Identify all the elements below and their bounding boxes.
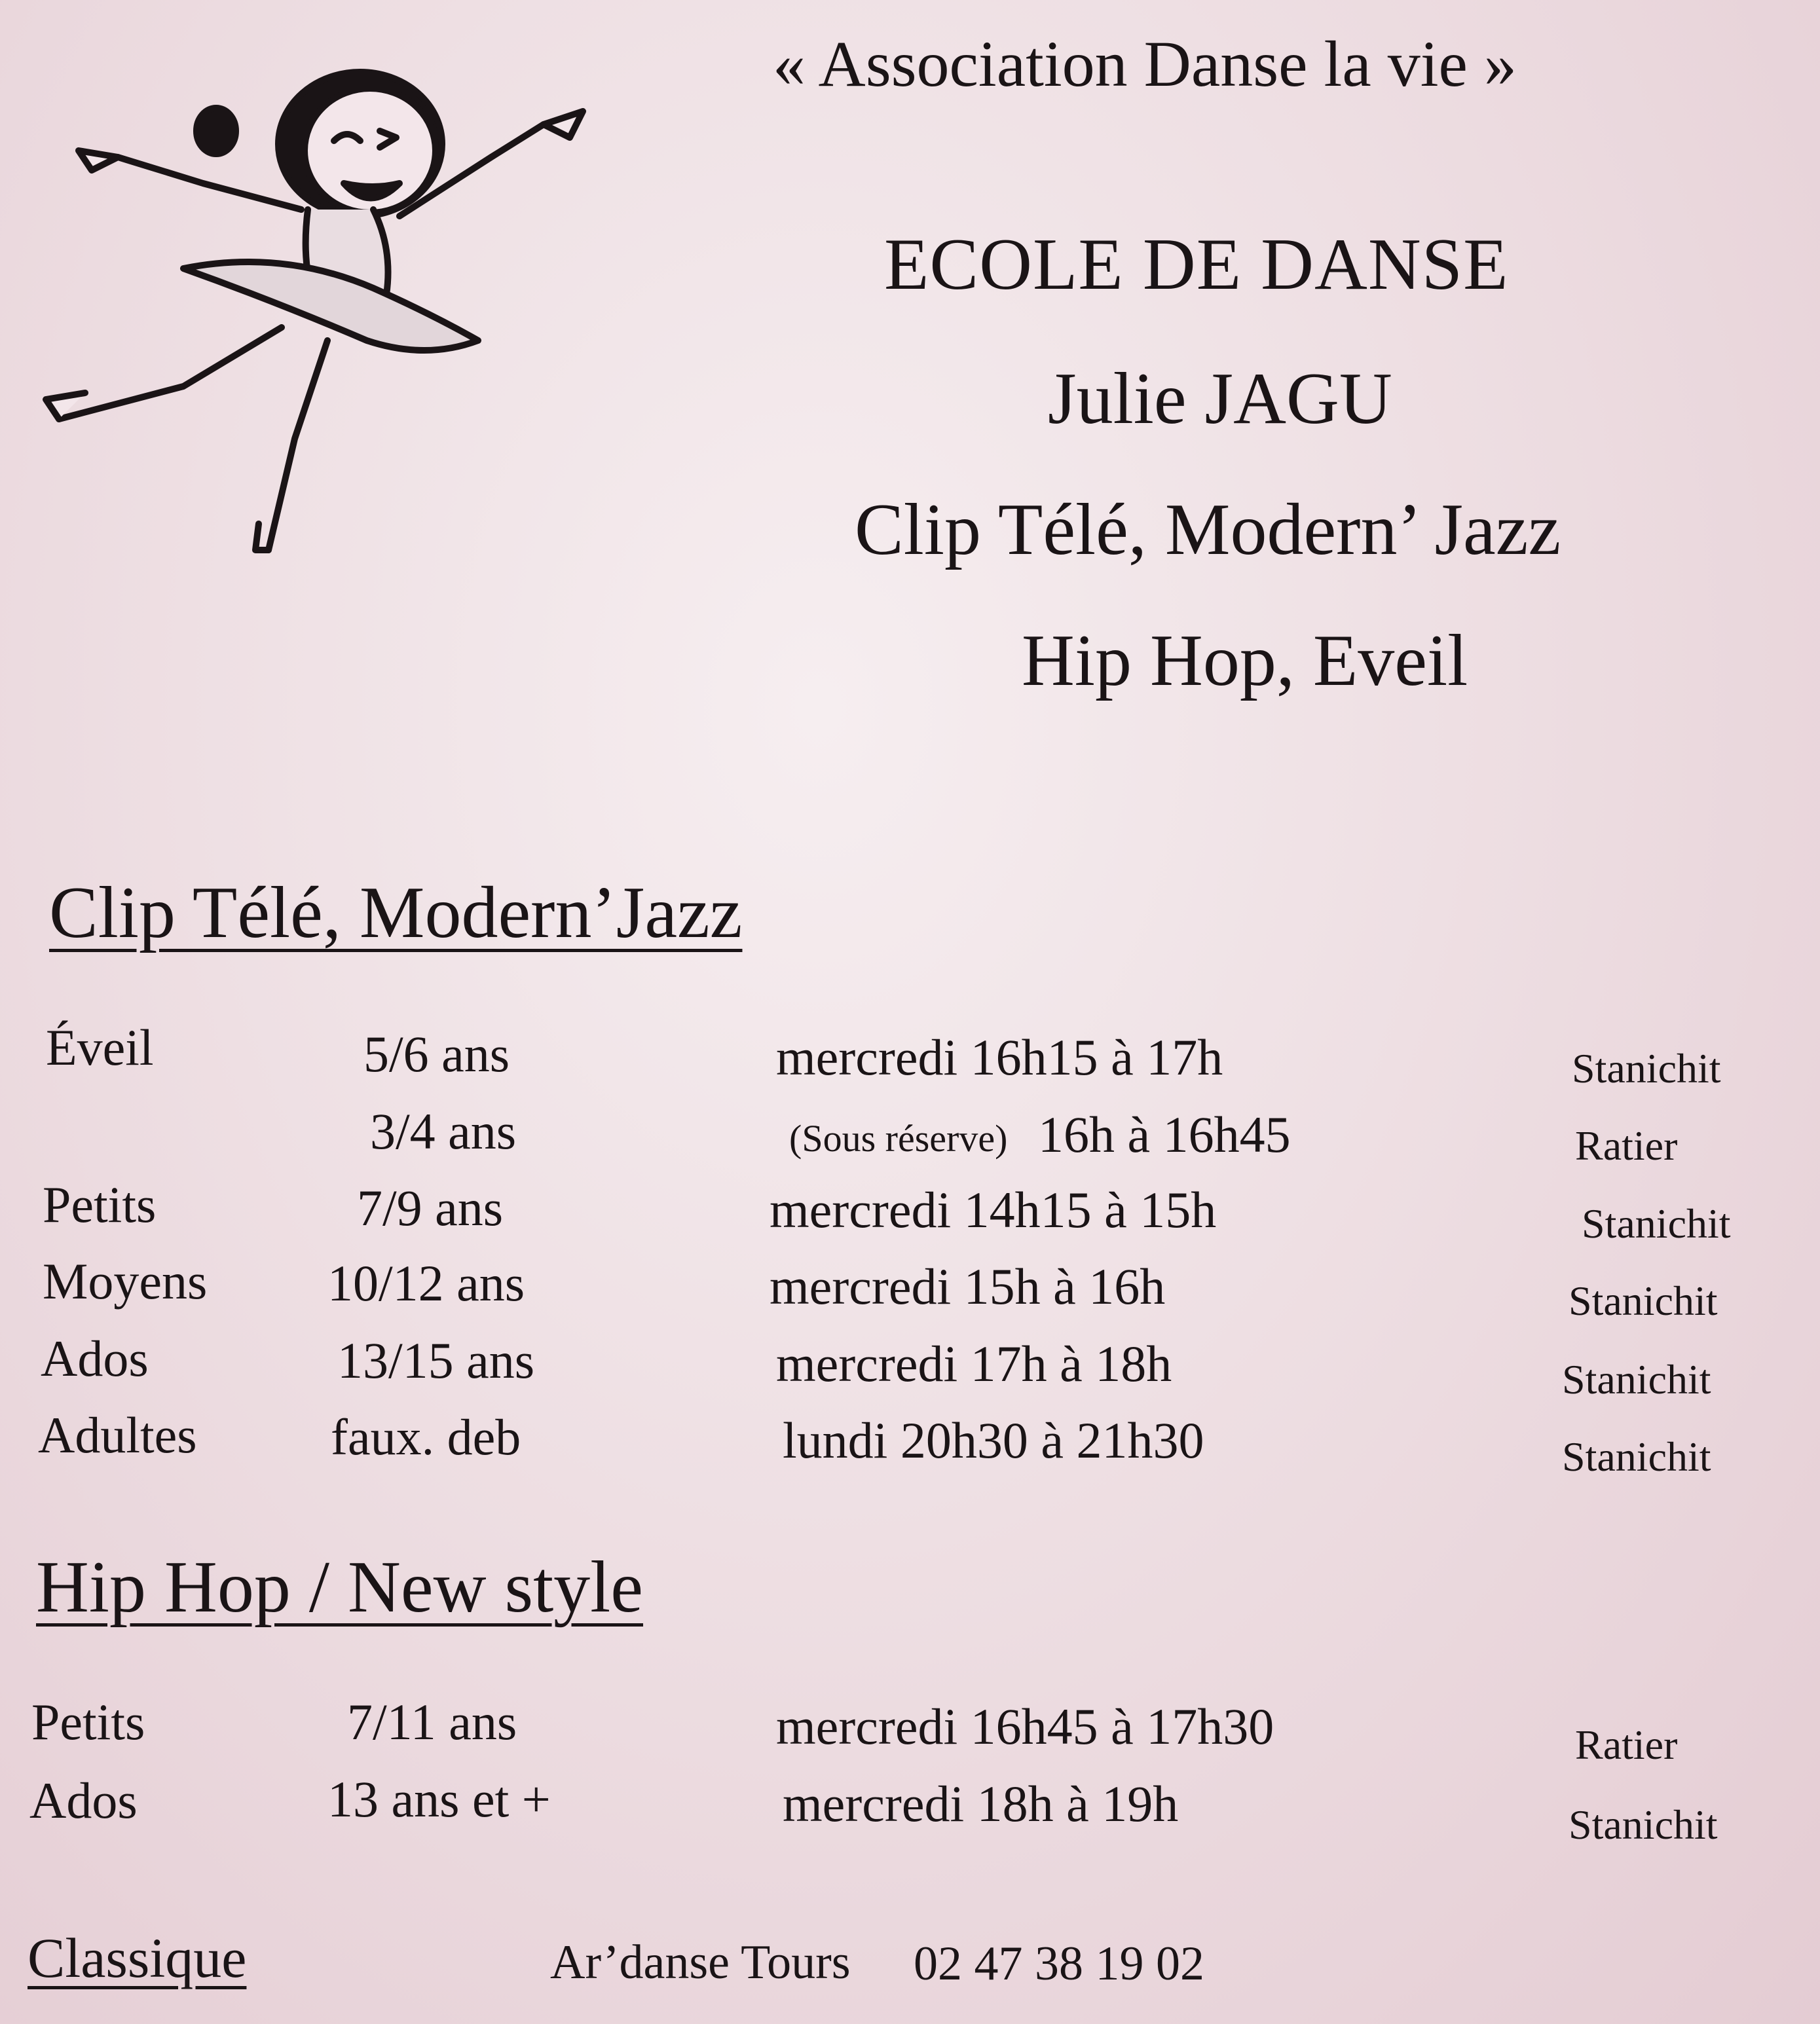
row-schedule: mercredi 18h à 19h bbox=[783, 1775, 1179, 1832]
row-level: Moyens bbox=[43, 1253, 208, 1310]
row-schedule: mercredi 17h à 18h bbox=[776, 1335, 1172, 1392]
row-age: 3/4 ans bbox=[370, 1103, 517, 1160]
ballerina-illustration bbox=[20, 52, 603, 576]
row-teacher: Ratier bbox=[1575, 1122, 1678, 1169]
row-teacher: Stanichit bbox=[1562, 1433, 1711, 1480]
row-teacher: Stanichit bbox=[1562, 1356, 1711, 1403]
row-teacher: Stanichit bbox=[1569, 1801, 1718, 1848]
styles-line-1: Clip Télé, Modern’ Jazz bbox=[855, 489, 1561, 570]
row-level: Adultes bbox=[38, 1407, 197, 1463]
row-age: 5/6 ans bbox=[363, 1025, 510, 1082]
row-level: Petits bbox=[43, 1176, 157, 1233]
row-age: 13/15 ans bbox=[337, 1332, 535, 1389]
row-age: 10/12 ans bbox=[327, 1255, 525, 1312]
row-schedule: 16h à 16h45 bbox=[1038, 1106, 1291, 1163]
classique-phone: 02 47 38 19 02 bbox=[914, 1937, 1204, 1991]
row-schedule: mercredi 14h15 à 15h bbox=[770, 1181, 1217, 1238]
row-schedule: mercredi 16h15 à 17h bbox=[776, 1029, 1223, 1086]
row-age: 7/9 ans bbox=[357, 1179, 504, 1236]
classique-title: Classique bbox=[28, 1926, 247, 1989]
classique-venue: Ar’danse Tours bbox=[550, 1936, 851, 1989]
row-level: Éveil bbox=[46, 1019, 154, 1076]
association-title: « Association Danse la vie » bbox=[773, 28, 1517, 100]
row-teacher: Stanichit bbox=[1582, 1200, 1731, 1247]
school-title: ECOLE DE DANSE bbox=[884, 224, 1509, 305]
teacher-name: Julie JAGU bbox=[1048, 358, 1392, 439]
row-schedule: mercredi 15h à 16h bbox=[770, 1258, 1166, 1315]
row-teacher: Stanichit bbox=[1572, 1045, 1721, 1092]
row-age: 7/11 ans bbox=[347, 1693, 517, 1750]
row-level: Ados bbox=[41, 1330, 149, 1387]
row-schedule: mercredi 16h45 à 17h30 bbox=[776, 1698, 1274, 1755]
styles-line-2: Hip Hop, Eveil bbox=[1022, 620, 1468, 701]
row-age: faux. deb bbox=[331, 1408, 521, 1465]
row-level: Petits bbox=[31, 1693, 145, 1750]
row-schedule: lundi 20h30 à 21h30 bbox=[783, 1412, 1204, 1469]
row-note: (Sous réserve) bbox=[789, 1117, 1008, 1160]
section-title-hip-hop: Hip Hop / New style bbox=[36, 1547, 644, 1628]
row-teacher: Stanichit bbox=[1569, 1278, 1718, 1324]
section-title-modern-jazz: Clip Télé, Modern’Jazz bbox=[49, 872, 743, 953]
row-teacher: Ratier bbox=[1575, 1721, 1678, 1768]
row-age: 13 ans et + bbox=[327, 1771, 551, 1828]
row-level: Ados bbox=[29, 1772, 138, 1829]
